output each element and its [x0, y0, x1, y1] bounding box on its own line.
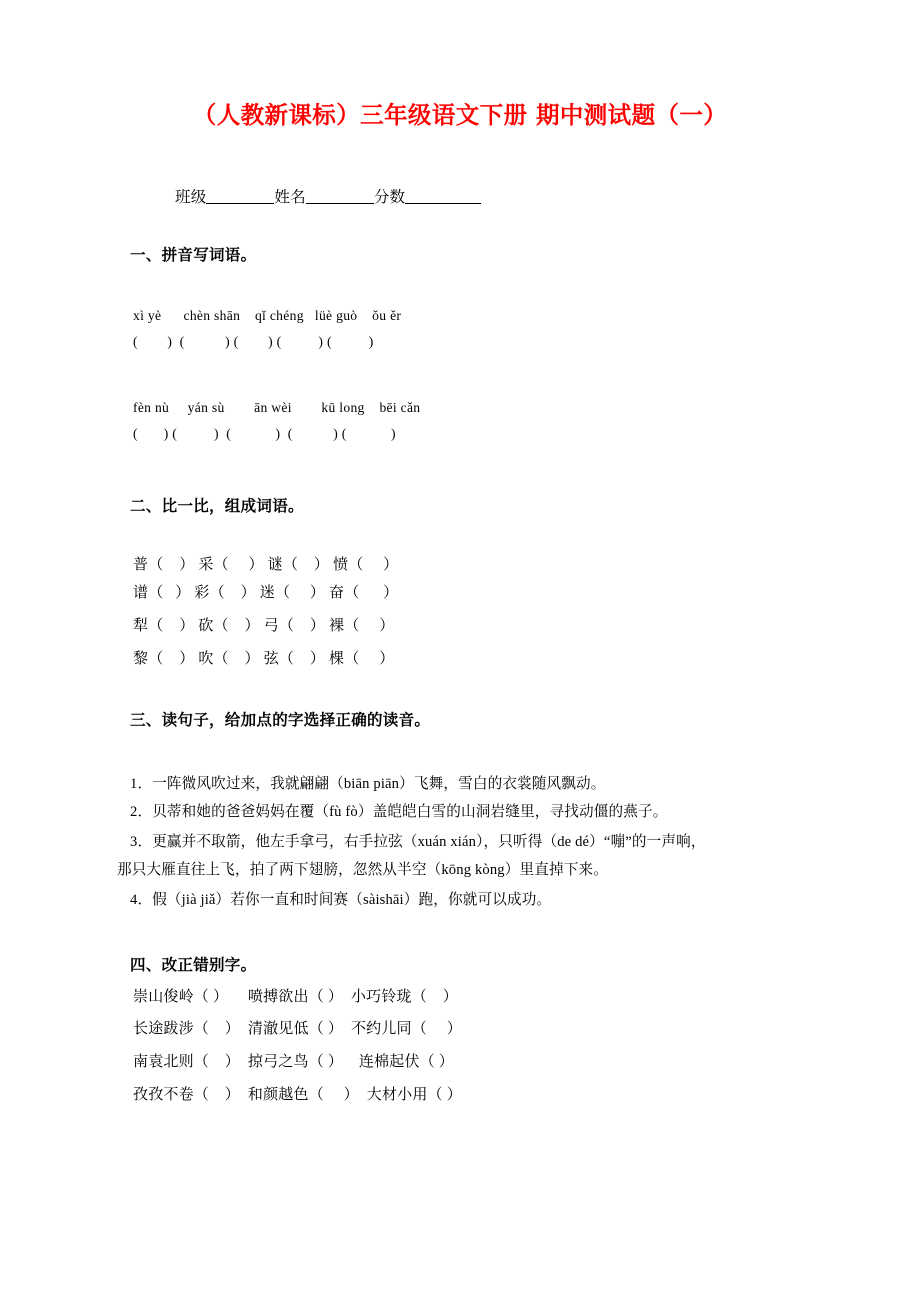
- name-label: 姓名: [274, 189, 306, 206]
- idiom-row-3[interactable]: 南袁北则（ ） 掠弓之鸟（ ） 连棉起伏（ ）: [133, 1054, 455, 1070]
- char-pair-row-2[interactable]: 谱（ ） 彩（ ） 迷（ ） 奋（ ）: [133, 585, 399, 601]
- sentence-item-1[interactable]: 1．一阵微风吹过来，我就翩翩（biān piān）飞舞，雪白的衣裳随风飘动。: [130, 776, 606, 792]
- char-pair-row-4[interactable]: 黎（ ） 吹（ ） 弦（ ） 棵（ ）: [133, 651, 395, 667]
- pinyin-answer-brackets-2[interactable]: ( ) ( ) ( ) ( ) ( ): [133, 426, 396, 441]
- idiom-row-2[interactable]: 长途跋涉（ ） 清澈见低（ ） 不约儿同（ ）: [133, 1021, 462, 1037]
- idiom-row-1[interactable]: 崇山俊岭（ ） 喷搏欲出（ ） 小巧铃珑（ ）: [133, 989, 458, 1005]
- char-pair-row-3[interactable]: 犁（ ） 砍（ ） 弓（ ） 裸（ ）: [133, 618, 395, 634]
- sentence-item-3-line-2[interactable]: 那只大雁直往上飞，拍了两下翅膀，忽然从半空（kōng kòng）里直掉下来。: [117, 862, 608, 878]
- section-heading-1: 一、拼音写词语。: [130, 246, 257, 264]
- class-label: 班级: [175, 189, 207, 206]
- pinyin-answer-brackets-1[interactable]: ( ) ( ) ( ) ( ) ( ): [133, 334, 374, 349]
- class-blank[interactable]: [206, 203, 274, 204]
- student-info-line: [175, 185, 481, 207]
- pinyin-row-2: fèn nù yán sù ān wèi kū long bēi cǎn: [133, 400, 421, 415]
- section-heading-3: 三、读句子，给加点的字选择正确的读音。: [130, 711, 431, 729]
- sentence-item-2[interactable]: 2．贝蒂和她的爸爸妈妈在覆（fù fò）盖皑皑白雪的山洞岩缝里，寻找动僵的燕子。: [130, 804, 668, 820]
- idiom-row-4[interactable]: 孜孜不卷（ ） 和颜越色（ ） 大材小用（ ）: [133, 1087, 462, 1103]
- char-pair-row-1[interactable]: 普（ ） 采（ ） 谜（ ） 愤（ ）: [133, 557, 399, 573]
- score-blank[interactable]: [405, 203, 481, 204]
- section-heading-2: 二、比一比，组成词语。: [130, 497, 304, 515]
- page-title: （人教新课标）三年级语文下册 期中测试题（一）: [192, 101, 728, 129]
- pinyin-row-1: xì yè chèn shān qǐ chéng lüè guò ǒu ěr: [133, 308, 402, 323]
- sentence-item-3-line-1[interactable]: 3．更赢并不取箭，他左手拿弓，右手拉弦（xuán xián），只听得（de dé）“嘣”的一声响，: [130, 834, 706, 850]
- name-blank[interactable]: [306, 203, 374, 204]
- sentence-item-4[interactable]: 4．假（jià jiǎ）若你一直和时间赛（sàishāi）跑，你就可以成功。: [130, 892, 552, 908]
- section-heading-4: 四、改正错别字。: [130, 956, 257, 974]
- score-label: 分数: [373, 189, 406, 206]
